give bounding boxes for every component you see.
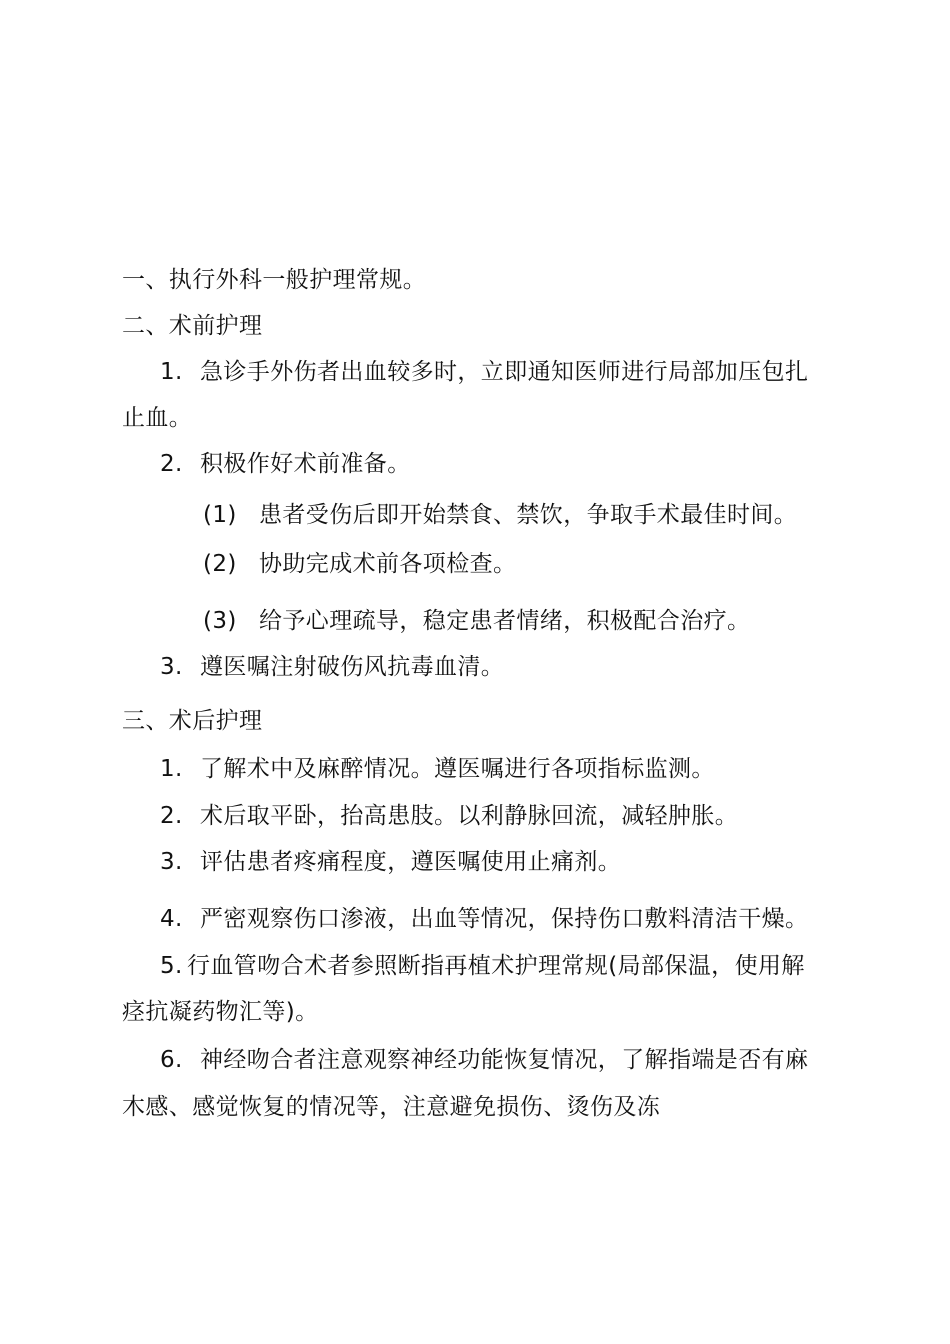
list-item <box>160 357 808 387</box>
item-number: 2. <box>160 803 183 829</box>
section-heading-3 <box>122 706 262 736</box>
item-number: 1. <box>160 756 183 782</box>
list-item <box>160 951 805 981</box>
sub-item-number: (1) <box>203 502 237 528</box>
list-item <box>160 847 621 877</box>
item-text: 痉抗凝药物汇等)。 <box>122 999 319 1025</box>
item-text: 遵医嘱注射破伤风抗毒血清。 <box>200 654 505 680</box>
item-number: 3. <box>160 654 183 680</box>
item-number: 2. <box>160 451 183 477</box>
item-text: 行血管吻合术者参照断指再植术护理常规(局部保温，使用解 <box>187 953 805 979</box>
item-text: 神经吻合者注意观察神经功能恢复情况，了解指端是否有麻 <box>200 1047 809 1073</box>
list-item <box>160 754 715 784</box>
item-number: 4. <box>160 906 183 932</box>
list-item <box>160 1045 808 1075</box>
sub-item-text: 协助完成术前各项检查。 <box>259 551 517 577</box>
section-heading-1 <box>122 265 426 295</box>
sub-item-number: (3) <box>203 608 237 634</box>
sub-list-item <box>203 549 516 579</box>
item-text: 了解术中及麻醉情况。遵医嘱进行各项指标监测。 <box>200 756 715 782</box>
sub-list-item <box>203 606 750 636</box>
list-item <box>160 449 411 479</box>
item-text: 止血。 <box>122 405 193 431</box>
item-number: 6. <box>160 1047 183 1073</box>
list-item <box>160 904 808 934</box>
item-text: 木感、感觉恢复的情况等，注意避免损伤、烫伤及冻 <box>122 1094 661 1120</box>
item-number: 1. <box>160 359 183 385</box>
item-text: 评估患者疼痛程度，遵医嘱使用止痛剂。 <box>200 849 622 875</box>
item-text: 积极作好术前准备。 <box>200 451 411 477</box>
list-item <box>160 652 504 682</box>
list-item-continuation <box>122 403 192 433</box>
item-text: 严密观察伤口渗液，出血等情况，保持伤口敷料清洁干燥。 <box>200 906 809 932</box>
section-heading-text: 三、术后护理 <box>122 708 263 734</box>
sub-item-text: 给予心理疏导，稳定患者情绪，积极配合治疗。 <box>259 608 751 634</box>
section-heading-2 <box>122 311 262 341</box>
section-heading-text: 一、执行外科一般护理常规。 <box>122 267 427 293</box>
list-item-continuation <box>122 1092 660 1122</box>
list-item <box>160 801 738 831</box>
list-item-continuation <box>122 997 319 1027</box>
sub-item-number: (2) <box>203 551 237 577</box>
item-number: 3. <box>160 849 183 875</box>
item-number: 5. <box>160 953 183 979</box>
section-heading-text: 二、术前护理 <box>122 313 263 339</box>
item-text: 术后取平卧，抬高患肢。以利静脉回流，减轻肿胀。 <box>200 803 739 829</box>
item-text: 急诊手外伤者出血较多时，立即通知医师进行局部加压包扎 <box>200 359 809 385</box>
sub-item-text: 患者受伤后即开始禁食、禁饮，争取手术最佳时间。 <box>259 502 798 528</box>
sub-list-item <box>203 500 797 530</box>
